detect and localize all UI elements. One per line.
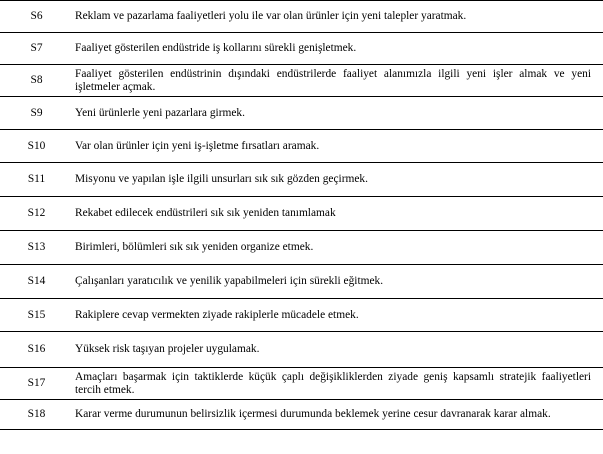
row-code: S10 [0, 130, 73, 163]
row-text: Birimleri, bölümleri sık sık yeniden organize etmek. [73, 231, 603, 265]
row-code: S13 [0, 231, 73, 265]
row-code: S17 [0, 368, 73, 400]
row-text: Yüksek risk taşıyan projeler uygulamak. [73, 332, 603, 368]
table-body [0, 1, 603, 430]
table-row [0, 400, 603, 430]
table-row [0, 368, 603, 400]
row-text: Var olan ürünler için yeni iş-işletme fırsatları aramak. [73, 130, 603, 163]
row-code: S8 [0, 65, 73, 97]
row-code: S9 [0, 97, 73, 130]
row-code: S12 [0, 197, 73, 231]
row-text: Yeni ürünlerle yeni pazarlara girmek. [73, 97, 603, 130]
table-row [0, 97, 603, 130]
row-code: S7 [0, 33, 73, 65]
row-text: Karar verme durumunun belirsizlik içermesi durumunda beklemek yerine cesur davranarak karar almak. [73, 400, 603, 430]
row-code: S18 [0, 400, 73, 430]
table-row [0, 65, 603, 97]
row-text: Rekabet edilecek endüstrileri sık sık yeniden tanımlamak [73, 197, 603, 231]
table-row [0, 1, 603, 33]
row-text: Reklam ve pazarlama faaliyetleri yolu ile var olan ürünler için yeni talepler yaratmak. [73, 1, 603, 33]
row-text: Çalışanları yaratıcılık ve yenilik yapabilmeleri için sürekli eğitmek. [73, 265, 603, 299]
row-code: S16 [0, 332, 73, 368]
row-code: S6 [0, 1, 73, 33]
table-row [0, 265, 603, 299]
table-row [0, 163, 603, 197]
table-row [0, 231, 603, 265]
row-text: Amaçları başarmak için taktiklerde küçük çaplı değişikliklerden ziyade geniş kapsamlı stratejik faaliyetleri tercih etmek. [73, 368, 603, 400]
table-row [0, 332, 603, 368]
table-row [0, 197, 603, 231]
row-text: Faaliyet gösterilen endüstrinin dışındaki endüstrilerde faaliyet alanımızla ilgili yeni işler almak ve yeni işletmeler açmak. [73, 65, 603, 97]
row-code: S11 [0, 163, 73, 197]
row-text: Rakiplere cevap vermekten ziyade rakiplerle mücadele etmek. [73, 299, 603, 332]
table-row [0, 33, 603, 65]
row-text: Faaliyet gösterilen endüstride iş kollarını sürekli genişletmek. [73, 33, 603, 65]
row-code: S15 [0, 299, 73, 332]
table-row [0, 130, 603, 163]
row-code: S14 [0, 265, 73, 299]
table-row [0, 299, 603, 332]
row-text: Misyonu ve yapılan işle ilgili unsurları sık sık gözden geçirmek. [73, 163, 603, 197]
